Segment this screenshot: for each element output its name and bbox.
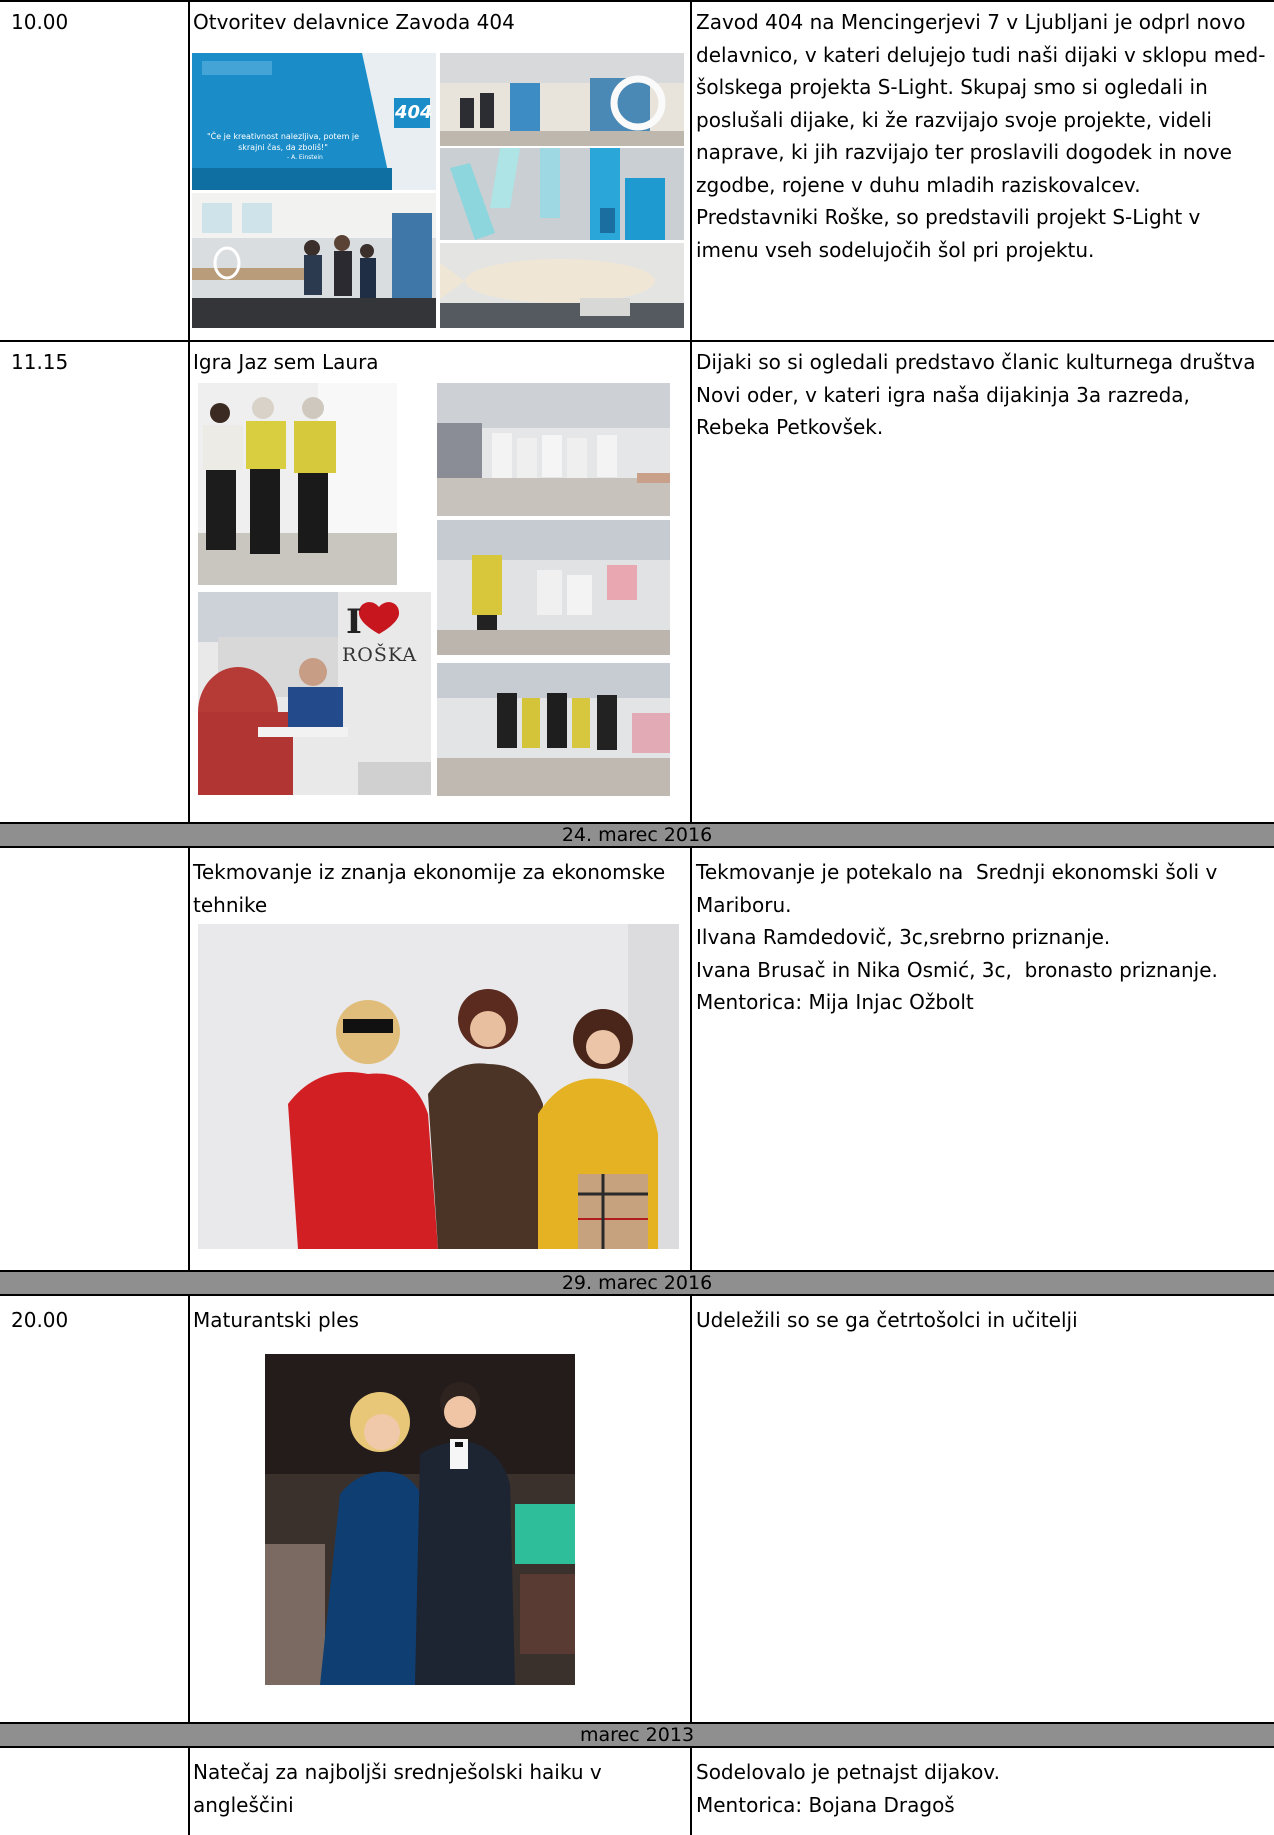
- workshop-exhibit-photo: [440, 53, 684, 146]
- table-border-top: [0, 0, 1274, 2]
- date-band: [0, 822, 1274, 848]
- row-description: Sodelovalo je petnajst dijakov. Mentorica: Bojana Dragoš: [696, 1760, 1000, 1817]
- roska-sign-audience-photo: [198, 592, 431, 795]
- performance-stage-photo-1: [437, 383, 670, 516]
- row-title: Tekmovanje iz znanja ekonomije za ekonomske tehnike: [193, 860, 672, 917]
- row-divider: [0, 340, 1274, 342]
- row-description: Dijaki so si ogledali predstavo članic kulturnega društva Novi oder, v kateri igra naša dijakinja 3a razreda, Rebeka Petkovšek.: [696, 350, 1262, 439]
- actors-yellow-shirts-photo: [198, 383, 397, 585]
- row-description: Udeležili so se ga četrtošolci in učitelji: [696, 1308, 1078, 1332]
- column-divider: [690, 0, 692, 822]
- column-divider: [188, 846, 190, 1270]
- column-divider: [690, 1294, 692, 1722]
- graduation-ball-dance-photo: [265, 1354, 575, 1685]
- column-divider: [690, 846, 692, 1270]
- row-description: Zavod 404 na Mencingerjevi 7 v Ljubljani je odprl novo delavnico, v kateri delujejo tudi naši dijaki v sklopu med-šolskega projekta S-Light. Skupaj smo si ogledali in poslušali dijake, ki že razvijajo svoje projekte, videli naprave, ki jih razvijajo ter proslavili dogodek in nove zgodbe, rojene v duhu mladih raziskovalcev. Predstavniki Roške, so predstavili projekt S-Light v imenu vseh sodelujočih šol pri projektu.: [696, 10, 1266, 262]
- date-band-label: 29. marec 2016: [561, 1271, 713, 1294]
- lamp-prototypes-photo: [440, 148, 684, 240]
- date-band-label: 24. marec 2016: [561, 823, 713, 846]
- zeppelin-model-photo: [440, 243, 684, 328]
- three-students-photo: [198, 924, 679, 1249]
- poster-quote: "Če je kreativnost nalezljiva, potem je skrajni čas, da zboliš!": [206, 132, 360, 152]
- row-time: 11.15: [11, 350, 69, 374]
- row-time: 20.00: [11, 1308, 69, 1332]
- row-title: Natečaj za najboljši srednješolski haiku v angleščini: [193, 1760, 609, 1817]
- performance-stage-photo-2: [437, 520, 670, 655]
- row-time: 10.00: [11, 10, 69, 34]
- row-title: Igra Jaz sem Laura: [193, 350, 379, 374]
- date-band: [0, 1270, 1274, 1296]
- roska-sign-word: ROŠKA: [342, 644, 418, 666]
- poster-quote-author: - A. Einstein: [287, 154, 323, 161]
- column-divider: [690, 1746, 692, 1835]
- row-description: Tekmovanje je potekalo na Srednji ekonomski šoli v Mariboru. Ilvana Ramdedovič, 3c,srebrno priznanje. Ivana Brusač in Nika Osmić, 3c, bronasto priznanje. Mentorica: Mija Injac Ožbolt: [696, 860, 1218, 1014]
- column-divider: [188, 1294, 190, 1722]
- workshop-crowd-photo: [192, 193, 436, 328]
- row-title: Maturantski ples: [193, 1308, 359, 1332]
- column-divider: [188, 0, 190, 822]
- zavod-404-logo: 404: [395, 102, 433, 123]
- date-band-label: marec 2013: [579, 1723, 695, 1746]
- workshop-poster-photo: [192, 53, 436, 190]
- row-title: Otvoritev delavnice Zavoda 404: [193, 10, 515, 34]
- date-band: [0, 1722, 1274, 1748]
- i-love-sign-letter: I: [346, 602, 362, 642]
- column-divider: [188, 1746, 190, 1835]
- performance-stage-photo-3: [437, 663, 670, 796]
